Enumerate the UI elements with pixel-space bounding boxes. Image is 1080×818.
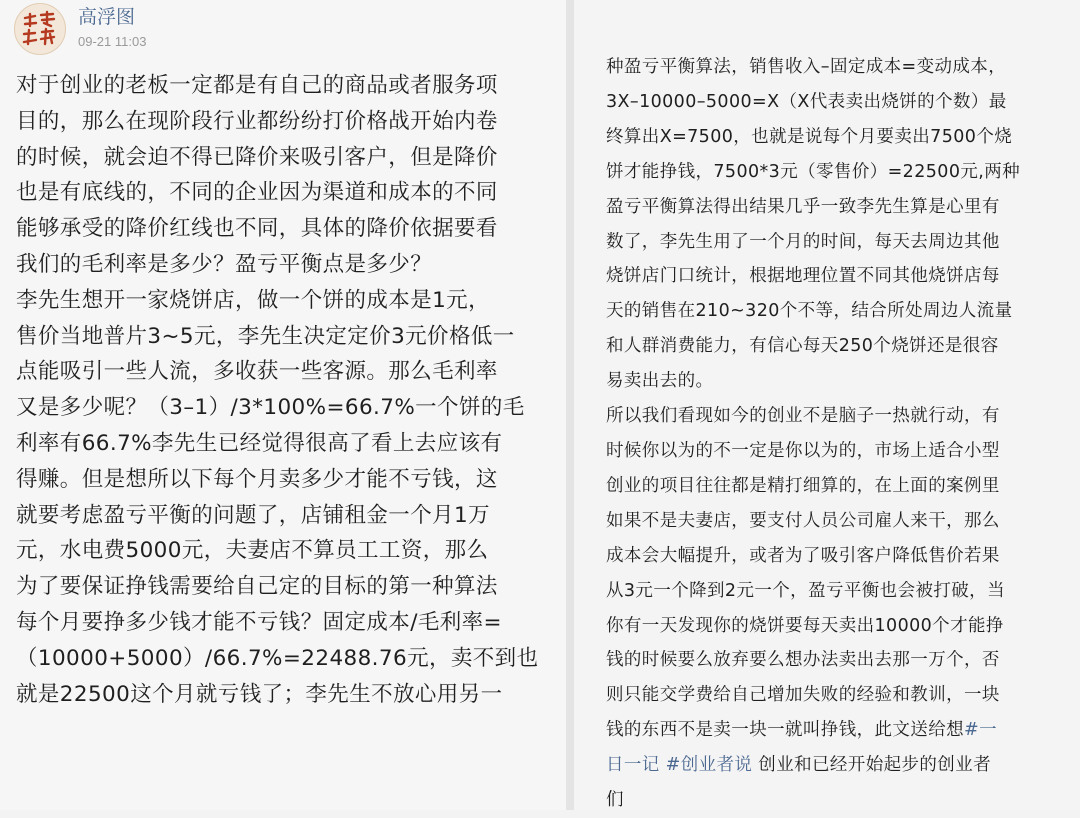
- text-line: 易卖出去的。: [606, 371, 714, 392]
- text-line: 也是有底线的，不同的企业因为渠道和成本的不同: [16, 180, 498, 206]
- text-line: 对于创业的老板一定都是有自己的商品或者服务项: [16, 73, 498, 98]
- text-line: 时候你以为的不一定是你以为的，市场上适合小型: [606, 440, 1000, 461]
- post-body-right: [606, 50, 1074, 818]
- author-avatar[interactable]: [14, 3, 66, 55]
- text-line: 们: [606, 790, 624, 811]
- text-line: 利率有66.7%李先生已经觉得很高了看上去应该有: [16, 430, 503, 456]
- hashtag-link-chuangyezheshuo[interactable]: #创业者说: [665, 755, 753, 776]
- text-line: 你有一天发现你的烧饼要每天卖出10000个才能挣: [606, 615, 1004, 636]
- text-segment: 创业和已经开始起步的创业者: [752, 755, 992, 776]
- text-line: 烧饼店门口统计，根据地理位置不同其他烧饼店每: [606, 266, 1000, 287]
- hashtag-link-yiriyiji[interactable]: #一: [964, 720, 997, 741]
- text-line: 所以我们看现如今的创业不是脑子一热就行动，有: [606, 406, 1000, 427]
- text-line: 终算出X=7500，也就是说每个月要卖出7500个烧: [606, 126, 1013, 147]
- text-line: 我们的毛利率是多少？盈亏平衡点是多少？: [16, 251, 433, 277]
- text-line: 能够承受的降价红线也不同，具体的降价依据要看: [16, 216, 498, 242]
- text-line-with-hashtag: [606, 748, 1074, 783]
- text-line: 成本会大幅提升，或者为了吸引客户降低售价若果: [606, 545, 1000, 566]
- text-line: 天的销售在210~320个不等，结合所处周边人流量: [606, 301, 1013, 322]
- text-line: 得赚。但是想所以下每个月卖多少才能不亏钱，这: [16, 466, 498, 492]
- text-line: 为了要保证挣钱需要给自己定的目标的第一种算法: [16, 574, 498, 600]
- text-line: 就是22500这个月就亏钱了；李先生不放心用另一: [16, 681, 503, 707]
- text-line: 钱的时候要么放弃要么想办法卖出去那一万个，否: [606, 650, 1000, 671]
- hashtag-link-yiriyiji-cont[interactable]: 日一记: [606, 755, 660, 776]
- text-line: 每个月要挣多少钱才能不亏钱？固定成本/毛利率=: [16, 609, 502, 635]
- text-line: 则只能交学费给自己增加失败的经验和教训，一块: [606, 685, 1000, 706]
- text-line: 李先生想开一家烧饼店，做一个饼的成本是1元，: [16, 287, 490, 313]
- text-line: 数了，李先生用了一个月的时间，每天去周边其他: [606, 231, 1000, 252]
- text-line: （10000+5000）/66.7%=22488.76元，卖不到也: [16, 645, 539, 671]
- text-line: 盈亏平衡算法得出结果几乎一致李先生算是心里有: [606, 196, 1000, 217]
- post-body-left: [16, 68, 560, 712]
- text-line: 种盈亏平衡算法，销售收入–固定成本=变动成本，: [606, 57, 1007, 77]
- text-line: 就要考虑盈亏平衡的问题了，店铺租金一个月1万: [16, 502, 490, 528]
- text-line: 元，水电费5000元，夫妻店不算员工工资，那么: [16, 538, 489, 564]
- text-line-with-hashtag: [606, 713, 1074, 748]
- text-line: 和人群消费能力，有信心每天250个烧饼还是很容: [606, 336, 999, 357]
- text-segment: 钱的东西不是卖一块一就叫挣钱，此文送给想: [606, 720, 964, 741]
- text-line: 点能吸引一些人流，多收获一些客源。那么毛利率: [16, 359, 498, 385]
- text-line: 的时候，就会迫不得已降价来吸引客户，但是降价: [16, 144, 498, 170]
- right-screenshot-panel: [574, 0, 1080, 810]
- text-line: 从3元一个降到2元一个，盈亏平衡也会被打破，当: [606, 580, 1005, 601]
- text-line: 又是多少呢？（3–1）/3*100%=66.7%一个饼的毛: [16, 395, 525, 421]
- text-line: 创业的项目往往都是精打细算的，在上面的案例里: [606, 475, 1000, 496]
- text-line: 售价当地普片3~5元，李先生决定定价3元价格低一: [16, 323, 515, 349]
- text-line: 饼才能挣钱，7500*3元（零售价）=22500元,两种: [606, 161, 1021, 182]
- text-line: 3X–10000–5000=X（X代表卖出烧饼的个数）最: [606, 91, 1007, 112]
- author-name[interactable]: 高浮图: [78, 6, 136, 28]
- panel-divider: [566, 0, 574, 810]
- text-line: 如果不是夫妻店，要支付人员公司雇人来干，那么: [606, 510, 1000, 531]
- text-line: 目的，那么在现阶段行业都纷纷打价格战开始内卷: [16, 108, 498, 134]
- post-timestamp: 09-21 11:03: [78, 34, 147, 49]
- seal-calligraphy-avatar-icon: [17, 6, 63, 52]
